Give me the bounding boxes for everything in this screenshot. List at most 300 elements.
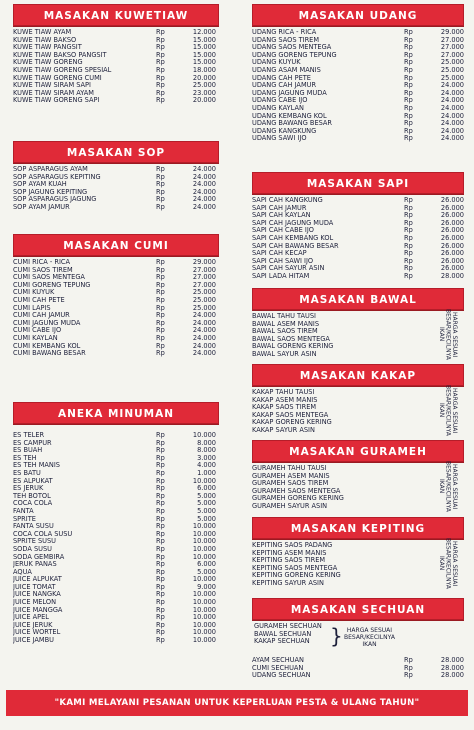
menu-item <box>252 105 464 113</box>
menu-item <box>13 432 219 440</box>
item-price: 4.000 <box>197 461 216 470</box>
menu-item <box>13 455 219 463</box>
currency-label: Rp <box>156 280 165 289</box>
currency-label: Rp <box>156 43 165 52</box>
item-name: SAPI CAH KEMBANG KOL <box>252 234 334 242</box>
menu-item <box>13 67 219 75</box>
item-name: CUMI RICA - RICA <box>13 259 71 266</box>
currency-label: Rp <box>156 453 165 462</box>
currency-label: Rp <box>404 103 413 112</box>
item-price: 15.000 <box>192 50 216 59</box>
menu-item <box>252 37 464 45</box>
currency-label: Rp <box>156 165 165 173</box>
item-name: SOP JAGUNG KEPITING <box>13 188 88 196</box>
item-name: CUMI KAYLAN <box>13 334 58 342</box>
section-header-cumi: MASAKAN CUMI <box>13 234 219 256</box>
currency-label: Rp <box>404 28 413 36</box>
currency-label: Rp <box>156 575 165 584</box>
currency-label: Rp <box>404 249 413 258</box>
item-price: 25.000 <box>192 303 216 312</box>
menu-item <box>13 343 219 351</box>
item-name: UDANG ASAM MANIS <box>252 66 321 74</box>
item-name: BAWAL SAOS MENTEGA <box>252 335 330 343</box>
currency-label: Rp <box>156 195 165 204</box>
currency-label: Rp <box>156 446 165 455</box>
item-name: UDANG CAH PETE <box>252 74 311 82</box>
menu-item <box>252 113 464 121</box>
item-name: COCA COLA <box>13 500 53 508</box>
menu-item <box>13 493 219 501</box>
item-name: SAPI CAH KAYLAN <box>252 212 311 220</box>
item-price: 24.000 <box>192 311 216 320</box>
currency-label: Rp <box>156 476 165 485</box>
menu-item <box>13 59 219 67</box>
currency-label: Rp <box>156 514 165 523</box>
menu-item <box>13 637 219 645</box>
item-price: 29.000 <box>192 258 216 266</box>
item-price: 24.000 <box>192 172 216 181</box>
section-udang <box>252 4 464 143</box>
item-name: ES ALPUKAT <box>13 477 53 485</box>
currency-label: Rp <box>404 256 413 265</box>
menu-item <box>13 312 219 320</box>
menu-item <box>13 546 219 554</box>
item-name: ES JERUK <box>13 485 44 493</box>
section-sapi <box>252 172 464 281</box>
item-name: JUICE APEL <box>13 614 49 622</box>
menu-item <box>13 350 219 358</box>
currency-label: Rp <box>156 628 165 637</box>
item-name: UDANG CAH JAMUR <box>252 82 317 90</box>
price-note-text: HARGA SESUAI BESAR/KECILNYA IKAN <box>437 384 458 436</box>
item-name: UDANG KUYUK <box>252 59 301 67</box>
currency-label: Rp <box>404 226 413 235</box>
item-price: 10.000 <box>192 537 216 546</box>
item-name: SAPI CAH SAWI IJO <box>252 257 314 265</box>
item-price: 10.000 <box>192 575 216 584</box>
currency-label: Rp <box>404 73 413 82</box>
item-name: COCA COLA SUSU <box>13 530 73 538</box>
menu-item <box>13 166 219 174</box>
item-price: 20.000 <box>192 73 216 82</box>
currency-label: Rp <box>156 537 165 546</box>
currency-label: Rp <box>404 96 413 105</box>
item-name: CUMI CAH PETE <box>13 296 65 304</box>
item-price: 5.000 <box>197 491 216 500</box>
item-name: SAPI CAH JAGUNG MUDA <box>252 219 334 227</box>
item-name: BAWAL SECHUAN <box>254 630 312 638</box>
currency-label: Rp <box>404 218 413 227</box>
item-price: 3.000 <box>197 453 216 462</box>
currency-label: Rp <box>156 560 165 569</box>
section-cumi <box>13 234 219 358</box>
item-name: BAWAL SAOS TIREM <box>252 328 318 336</box>
currency-label: Rp <box>156 620 165 629</box>
item-price: 24.000 <box>440 126 464 135</box>
item-name: SAPI LADA HITAM <box>252 272 310 280</box>
item-name: CUMI KUYUK <box>13 289 55 297</box>
menu-item <box>13 531 219 539</box>
item-price: 24.000 <box>440 134 464 143</box>
item-price: 10.000 <box>192 613 216 622</box>
currency-label: Rp <box>156 506 165 515</box>
currency-label: Rp <box>156 73 165 82</box>
item-name: UDANG KEMBANG KOL <box>252 112 327 120</box>
section-header-udang: MASAKAN UDANG <box>252 4 464 26</box>
item-price: 27.000 <box>440 43 464 52</box>
item-name: GURAMEH SAYUR ASIN <box>252 502 328 510</box>
item-name: SODA SUSU <box>13 545 52 553</box>
item-price: 26.000 <box>440 218 464 227</box>
item-name: ES TELER <box>13 432 45 439</box>
menu-item <box>13 90 219 98</box>
section-gurameh <box>252 440 464 511</box>
section-bawal <box>252 288 464 359</box>
menu-item <box>13 82 219 90</box>
item-price: 28.000 <box>440 671 464 680</box>
item-name: GURAMEH SAOS MENTEGA <box>252 487 341 495</box>
currency-label: Rp <box>404 126 413 135</box>
item-name: CUMI BAWANG BESAR <box>13 350 86 358</box>
currency-label: Rp <box>156 636 165 645</box>
item-name: CUMI GORENG TEPUNG <box>13 281 91 289</box>
menu-item <box>13 75 219 83</box>
item-price: 24.000 <box>440 119 464 128</box>
item-name: UDANG GORENG TEPUNG <box>252 51 337 59</box>
currency-label: Rp <box>156 258 165 266</box>
menu-item <box>252 243 464 251</box>
menu-item <box>13 576 219 584</box>
menu-item <box>252 82 464 90</box>
item-price: 1.000 <box>197 468 216 477</box>
currency-label: Rp <box>404 233 413 242</box>
menu-item <box>252 235 464 243</box>
menu-item <box>13 569 219 577</box>
menu-item <box>13 462 219 470</box>
currency-label: Rp <box>156 544 165 553</box>
currency-label: Rp <box>156 303 165 312</box>
currency-label: Rp <box>156 582 165 591</box>
item-price: 10.000 <box>192 598 216 607</box>
item-name: KAKAP SAYUR ASIN <box>252 426 315 434</box>
item-name: KEPITING SAOS TIREM <box>252 557 326 565</box>
item-name: BAWAL ASEM MANIS <box>252 320 320 328</box>
item-price: 24.000 <box>440 103 464 112</box>
item-name: KAKAP GORENG KERING <box>252 419 332 427</box>
currency-label: Rp <box>404 119 413 128</box>
item-name: JERUK PANAS <box>13 561 57 569</box>
item-price: 10.000 <box>192 522 216 531</box>
item-price: 15.000 <box>192 58 216 67</box>
item-price: 26.000 <box>440 203 464 212</box>
price-note-text: HARGA SESUAI BESAR/KECILNYA IKAN <box>437 537 458 589</box>
currency-label: Rp <box>156 499 165 508</box>
item-price: 25.000 <box>192 288 216 297</box>
section-body <box>252 310 464 359</box>
menu-item <box>13 622 219 630</box>
currency-label: Rp <box>404 111 413 120</box>
item-price: 28.000 <box>440 271 464 280</box>
currency-label: Rp <box>156 35 165 44</box>
item-name: UDANG SAOS MENTEGA <box>252 44 332 52</box>
currency-label: Rp <box>404 264 413 273</box>
currency-label: Rp <box>156 326 165 335</box>
item-price: 24.000 <box>440 81 464 90</box>
menu-item <box>13 447 219 455</box>
item-name: JUICE JERUK <box>13 621 53 629</box>
item-name: SOP AYAM KUAH <box>13 181 67 189</box>
item-name: BAWAL SAYUR ASIN <box>252 350 317 358</box>
item-price: 26.000 <box>440 211 464 220</box>
currency-label: Rp <box>156 461 165 470</box>
item-name: JUICE ALPUKAT <box>13 576 62 584</box>
item-list <box>13 424 219 645</box>
item-name: SODA GEMBIRA <box>13 553 65 561</box>
menu-item <box>13 267 219 275</box>
menu-item <box>13 470 219 478</box>
item-name: KAKAP ASEM MANIS <box>252 396 318 404</box>
item-price: 6.000 <box>197 560 216 569</box>
menu-item <box>252 672 464 680</box>
section-header-kuwetiaw: MASAKAN KUWETIAW <box>13 4 219 26</box>
item-price: 29.000 <box>440 28 464 36</box>
menu-item <box>252 128 464 136</box>
price-note <box>430 462 464 511</box>
currency-label: Rp <box>156 81 165 90</box>
item-name: ES BUAH <box>13 447 43 455</box>
price-note-text: HARGA SESUAI BESAR/KECILNYA IKAN <box>437 308 458 360</box>
item-price: 24.000 <box>192 341 216 350</box>
currency-label: Rp <box>156 318 165 327</box>
item-price: 18.000 <box>192 65 216 74</box>
price-note <box>430 386 464 435</box>
sechuan-fish <box>252 620 464 654</box>
item-name: JUICE MANGGA <box>13 606 63 614</box>
item-name: CUMI CAH JAMUR <box>13 312 70 320</box>
item-price: 26.000 <box>440 256 464 265</box>
item-price: 27.000 <box>192 265 216 274</box>
item-price: 10.000 <box>192 476 216 485</box>
currency-label: Rp <box>404 241 413 250</box>
item-list <box>13 26 219 105</box>
item-name: UDANG SECHUAN <box>252 672 311 680</box>
item-name: SOP ASPARAGUS KEPITING <box>13 173 101 181</box>
currency-label: Rp <box>404 43 413 52</box>
currency-label: Rp <box>156 522 165 531</box>
menu-item <box>13 97 219 105</box>
item-name: KAKAP TAHU TAUSI <box>252 389 315 396</box>
item-price: 8.000 <box>197 438 216 447</box>
menu-item <box>252 265 464 273</box>
section-header-gurameh: MASAKAN GURAMEH <box>252 440 464 462</box>
item-price: 20.000 <box>192 96 216 105</box>
item-price: 24.000 <box>192 187 216 196</box>
item-name: SPRITE SUSU <box>13 538 57 546</box>
currency-label: Rp <box>156 590 165 599</box>
item-price: 23.000 <box>192 88 216 97</box>
menu-item <box>13 259 219 267</box>
price-note <box>430 539 464 588</box>
item-price: 10.000 <box>192 431 216 439</box>
item-price: 5.000 <box>197 567 216 576</box>
currency-label: Rp <box>404 271 413 280</box>
currency-label: Rp <box>404 58 413 67</box>
section-header-sechuan: MASAKAN SECHUAN <box>252 598 464 620</box>
menu-item <box>252 52 464 60</box>
brace-icon: } <box>330 624 343 648</box>
item-name: KEPITING SAYUR ASIN <box>252 579 324 587</box>
item-price: 27.000 <box>192 280 216 289</box>
item-name: GURAMEH GORENG KERING <box>252 495 344 503</box>
menu-item <box>13 508 219 516</box>
section-header-kepiting: MASAKAN KEPITING <box>252 517 464 539</box>
item-name: SAPI CAH JAMUR <box>252 204 307 212</box>
item-name: JUICE WORTEL <box>13 629 61 637</box>
item-list <box>252 26 464 143</box>
section-sechuan <box>252 598 464 680</box>
item-price: 25.000 <box>192 81 216 90</box>
menu-item <box>13 607 219 615</box>
section-header-bawal: MASAKAN BAWAL <box>252 288 464 310</box>
currency-label: Rp <box>404 663 413 672</box>
menu-item <box>252 212 464 220</box>
item-name: KUWE TIAW GORENG <box>13 59 83 67</box>
currency-label: Rp <box>156 333 165 342</box>
item-price: 24.000 <box>440 96 464 105</box>
item-name: KAKAP SAOS MENTEGA <box>252 411 329 419</box>
menu-item <box>252 75 464 83</box>
menu-item <box>13 599 219 607</box>
item-price: 24.000 <box>192 180 216 189</box>
menu-item <box>13 500 219 508</box>
menu-item <box>13 523 219 531</box>
menu-item <box>13 561 219 569</box>
section-sop <box>13 141 219 212</box>
currency-label: Rp <box>156 341 165 350</box>
menu-item <box>13 297 219 305</box>
menu-item <box>13 52 219 60</box>
menu-item <box>252 29 464 37</box>
item-name: GURAMEH SECHUAN <box>254 623 322 630</box>
currency-label: Rp <box>404 50 413 59</box>
item-name: KUWE TIAW GORENG SAPI <box>13 97 100 105</box>
item-name: AQUA <box>13 568 32 576</box>
item-name: SAPI CAH SAYUR ASIN <box>252 265 325 273</box>
menu-item <box>252 67 464 75</box>
price-note-text: HARGA SESUAI BESAR/KECILNYA IKAN <box>437 460 458 512</box>
menu-item <box>13 327 219 335</box>
item-price: 24.000 <box>440 111 464 120</box>
menu-item <box>13 44 219 52</box>
currency-label: Rp <box>156 613 165 622</box>
currency-label: Rp <box>156 273 165 282</box>
currency-label: Rp <box>404 35 413 44</box>
currency-label: Rp <box>156 484 165 493</box>
item-name: KUWE TIAW GORENG CUMI <box>13 74 102 82</box>
menu-item <box>13 37 219 45</box>
menu-item <box>13 181 219 189</box>
item-name: UDANG KAYLAN <box>252 104 304 112</box>
item-name: UDANG CABE IJO <box>252 97 308 105</box>
item-name: SAPI CAH KECAP <box>252 250 307 258</box>
currency-label: Rp <box>156 202 165 211</box>
item-price: 26.000 <box>440 233 464 242</box>
item-name: FANTA <box>13 507 34 515</box>
section-body <box>252 462 464 511</box>
currency-label: Rp <box>156 605 165 614</box>
menu-item <box>13 282 219 290</box>
menu-item <box>13 204 219 212</box>
item-name: KUWE TIAW SIRAM AYAM <box>13 89 94 97</box>
item-price: 24.000 <box>192 202 216 211</box>
item-name: SOP AYAM JAMUR <box>13 203 70 211</box>
item-price: 25.000 <box>192 295 216 304</box>
item-price: 10.000 <box>192 544 216 553</box>
item-name: JUICE MELON <box>13 599 56 607</box>
item-name: KUWE TIAW BAKSO <box>13 36 77 44</box>
item-name: CUMI SECHUAN <box>252 664 304 672</box>
currency-label: Rp <box>404 65 413 74</box>
item-price: 24.000 <box>192 318 216 327</box>
item-price: 24.000 <box>192 195 216 204</box>
menu-item <box>13 584 219 592</box>
item-name: UDANG JAGUNG MUDA <box>252 89 327 97</box>
item-name: KEPITING ASEM MANIS <box>252 549 327 557</box>
item-price: 10.000 <box>192 636 216 645</box>
item-price: 10.000 <box>192 529 216 538</box>
item-name: UDANG KANGKUNG <box>252 127 317 135</box>
menu-item <box>13 614 219 622</box>
item-price: 25.000 <box>440 65 464 74</box>
item-name: CUMI KEMBANG KOL <box>13 342 81 350</box>
item-name: CUMI CABE IJO <box>13 327 62 335</box>
item-name: ES BATU <box>13 469 41 477</box>
currency-label: Rp <box>156 50 165 59</box>
item-name: JUICE TOMAT <box>13 583 56 591</box>
menu-item <box>13 335 219 343</box>
item-name: SAPI CAH BAWANG BESAR <box>252 242 339 250</box>
item-name: SPRITE <box>13 515 36 523</box>
item-name: SOP ASPARAGUS AYAM <box>13 166 88 173</box>
menu-item <box>252 97 464 105</box>
currency-label: Rp <box>156 96 165 105</box>
currency-label: Rp <box>156 65 165 74</box>
currency-label: Rp <box>404 134 413 143</box>
item-name: CUMI SAOS TIREM <box>13 266 73 274</box>
item-name: TEH BOTOL <box>13 492 51 500</box>
section-minuman <box>13 402 219 645</box>
menu-item <box>13 478 219 486</box>
menu-item <box>13 538 219 546</box>
currency-label: Rp <box>156 88 165 97</box>
item-price: 24.000 <box>192 326 216 335</box>
menu-item <box>13 591 219 599</box>
currency-label: Rp <box>156 491 165 500</box>
currency-label: Rp <box>156 598 165 607</box>
currency-label: Rp <box>156 265 165 274</box>
menu-item <box>252 59 464 67</box>
item-price: 26.000 <box>440 241 464 250</box>
item-name: ES TEH MANIS <box>13 462 60 470</box>
item-name: ES CAMPUR <box>13 439 52 447</box>
item-name: KEPITING GORENG KERING <box>252 572 341 580</box>
currency-label: Rp <box>156 438 165 447</box>
item-price: 15.000 <box>192 35 216 44</box>
menu-item <box>13 189 219 197</box>
item-name: UDANG BAWANG BESAR <box>252 120 333 128</box>
item-price: 26.000 <box>440 226 464 235</box>
item-list <box>252 654 464 680</box>
